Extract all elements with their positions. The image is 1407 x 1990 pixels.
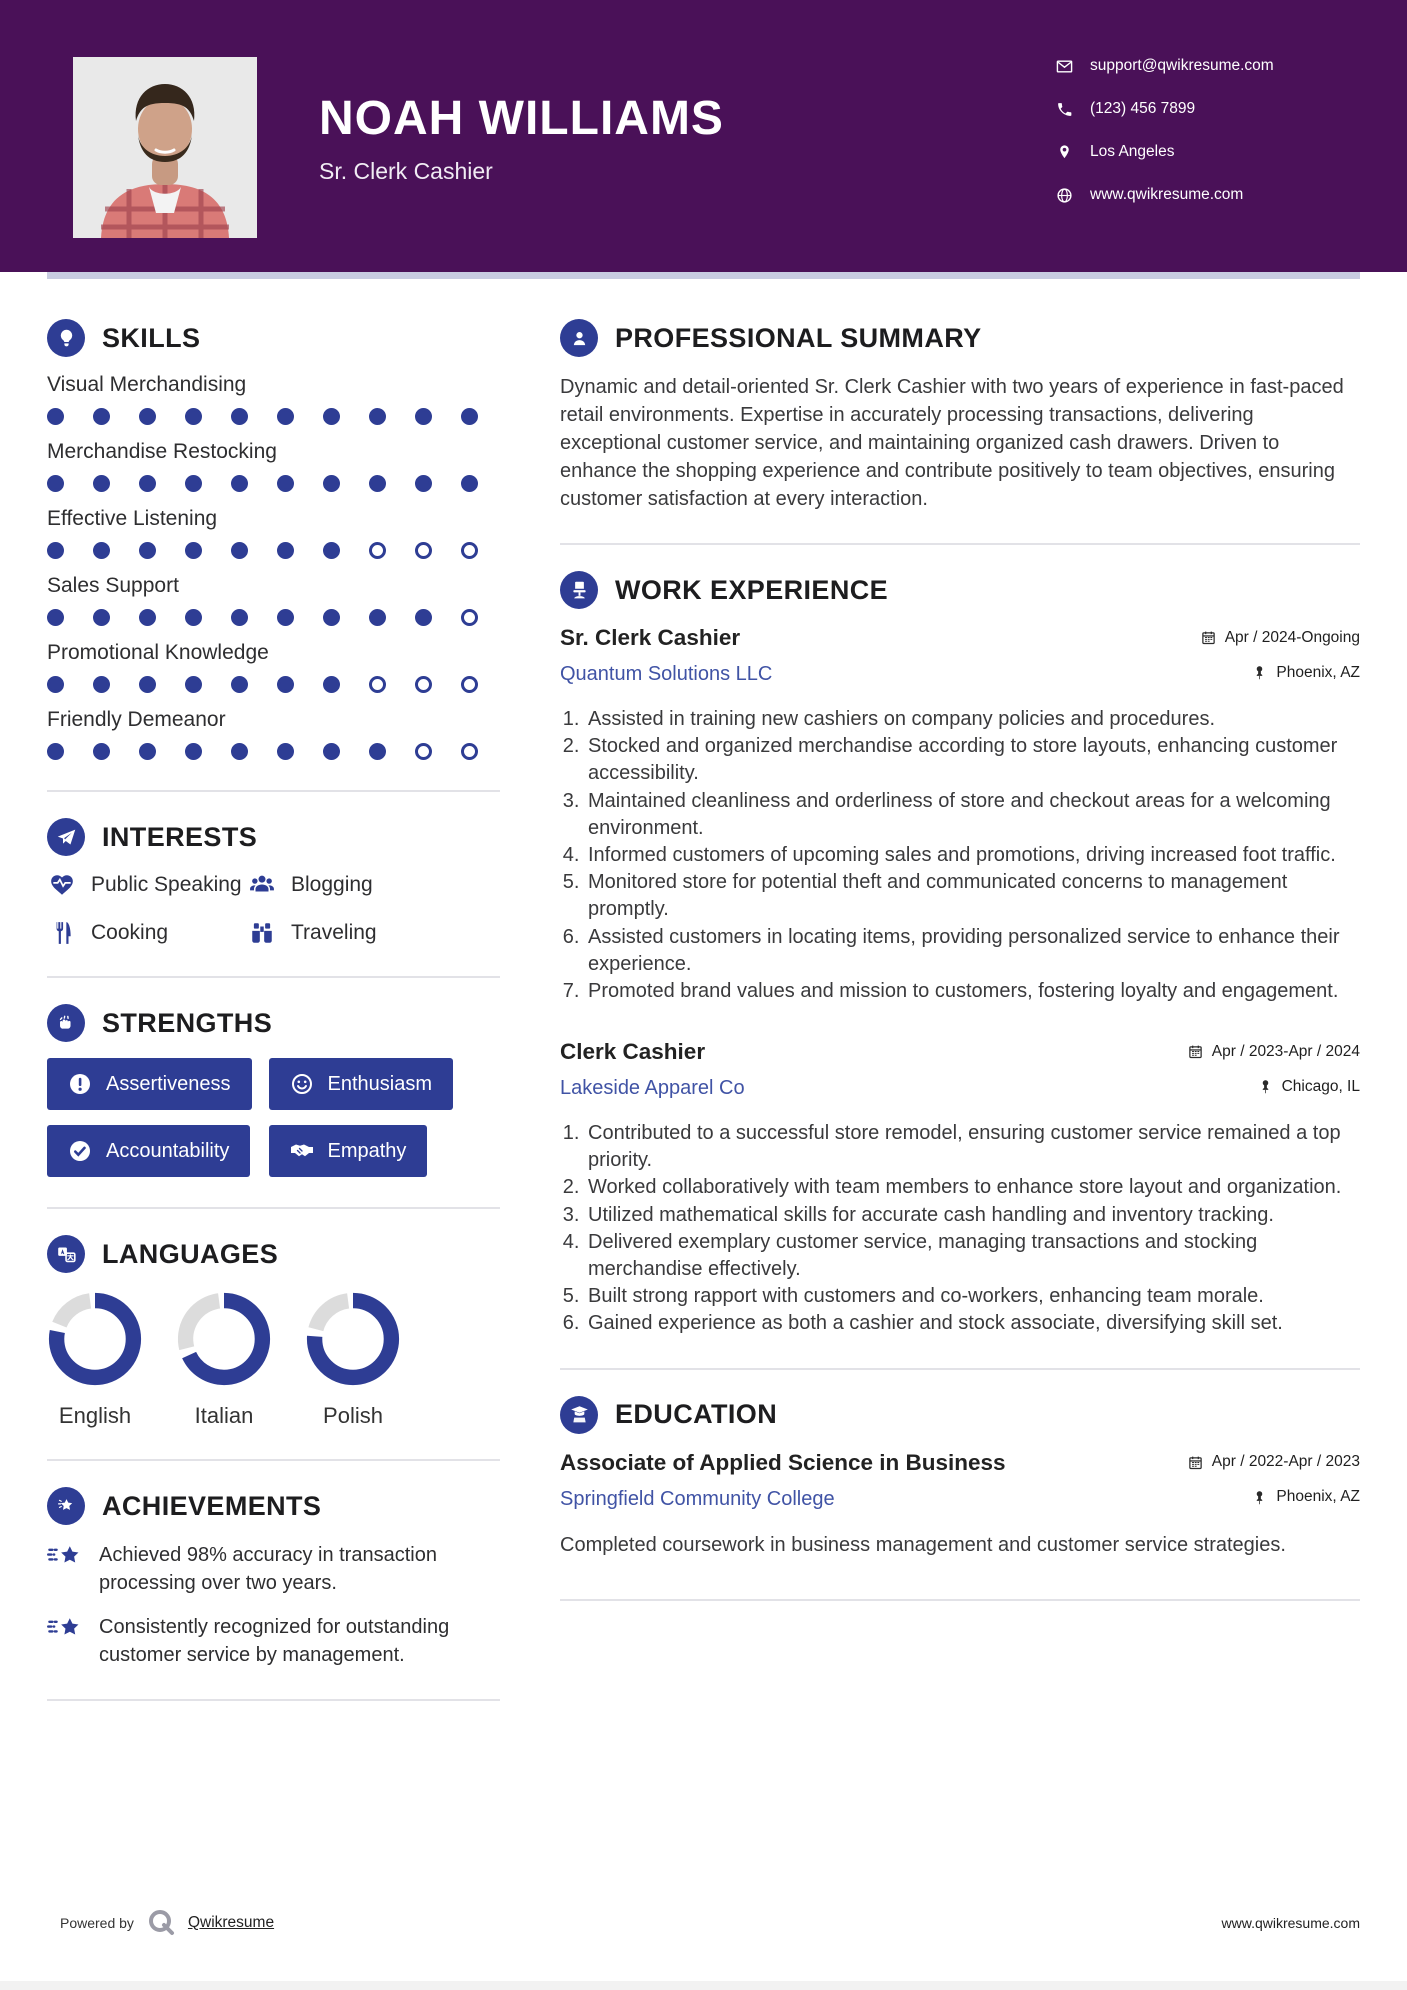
footer-site-url: www.qwikresume.com [1221,1915,1360,1931]
skill-dot [231,408,248,425]
skill-rating [47,609,500,626]
phone-icon [1056,101,1073,118]
interest-item [47,920,247,946]
skill-dot [231,475,248,492]
location-icon [1056,144,1073,161]
skill-dot [323,676,340,693]
company-link[interactable]: Lakeside Apparel Co [560,1077,745,1100]
pushpin-icon [1258,1079,1273,1094]
skill-dot [47,542,64,559]
education-section [560,1368,1360,1601]
achievement-item [47,1613,500,1669]
calendar-icon [1188,1455,1203,1470]
skill-dot [369,408,386,425]
skill-item [47,641,500,693]
skill-name: Friendly Demeanor [47,708,226,731]
skill-dot [185,676,202,693]
summary-header [560,319,1360,357]
header-underline [47,272,1360,279]
lightbulb-icon [47,319,85,357]
skill-item [47,373,500,425]
interests-section [47,790,500,976]
skill-item [47,708,500,760]
skill-dot [415,676,432,693]
school-link[interactable]: Springfield Community College [560,1487,835,1510]
skill-dot [277,743,294,760]
strength-pill [269,1125,428,1177]
skill-dot [139,408,156,425]
header [0,0,1407,272]
skill-dot [277,542,294,559]
strengths-grid [47,1058,500,1177]
skill-dot [93,542,110,559]
skill-dot [461,743,478,760]
degree-title: Associate of Applied Science in Business [560,1449,1006,1475]
skill-name: Promotional Knowledge [47,641,269,664]
skill-dot [47,676,64,693]
contact-list [1056,54,1274,226]
contact-email[interactable] [1056,54,1274,78]
skill-dot [461,408,478,425]
languages-section [47,1207,500,1459]
education-heading: EDUCATION [615,1399,778,1430]
skill-dot [47,609,64,626]
skill-dot [185,542,202,559]
smiley-icon [290,1072,314,1096]
strengths-section [47,976,500,1207]
job-dates-text: Apr / 2024-Ongoing [1224,628,1360,646]
bullet-item: 6. Assisted customers in locating items, providing personalized service to enhance their experience. [585,924,1360,978]
skill-dot [323,408,340,425]
skill-dot [139,743,156,760]
skill-rating [47,743,500,760]
skill-dot [461,676,478,693]
contact-location[interactable] [1056,140,1274,164]
skill-dot [231,542,248,559]
heart-pulse-icon [47,872,77,898]
achievement-item [47,1541,500,1597]
main-content [0,279,1407,1701]
skill-dot [277,408,294,425]
strengths-header [47,1004,500,1042]
fist-icon [47,1004,85,1042]
skill-dot [231,743,248,760]
achievements-header [47,1487,500,1525]
skill-dot [415,542,432,559]
interests-header [47,818,500,856]
summary-text: Dynamic and detail-oriented Sr. Clerk Cashier with two years of experience in fast-paced retail environments. Expertise in accurately processing transactions, delivering exceptional customer service, and maintaining organized cash drawers. Driven to enhance the shopping experience and contribute positively to team objectives, ensuring customer satisfaction at every interaction. [560,376,1344,510]
bullet-item: 5. Monitored store for potential theft and communicated concerns to management promptly. [585,869,1360,923]
graduate-icon [560,1396,598,1434]
paper-plane-icon [47,818,85,856]
job-entry [560,625,1360,1005]
bullet-item: 3. Utilized mathematical skills for accurate cash handling and inventory tracking. [585,1202,1360,1229]
job-location-text: Phoenix, AZ [1276,663,1360,681]
skill-dot [415,408,432,425]
qwikresume-link[interactable]: Qwikresume [187,1914,275,1931]
skill-dot [47,408,64,425]
interest-label: Blogging [291,873,373,896]
job-dates-text: Apr / 2023-Apr / 2024 [1211,1042,1360,1060]
skill-dot [369,542,386,559]
utensils-icon [47,920,77,946]
interest-label: Cooking [91,921,169,944]
skill-dot [461,475,478,492]
skill-item [47,507,500,559]
job-location [1252,664,1360,682]
education-note: Completed coursework in business management and customer service strategies. [560,1533,1286,1556]
footer [60,1908,1360,1938]
shooting-star-icon [47,1541,83,1573]
translate-icon [47,1235,85,1273]
education-location-text: Phoenix, AZ [1276,1488,1360,1506]
skill-dot [185,609,202,626]
job-title: Clerk Cashier [560,1039,706,1065]
strength-pill [47,1058,252,1110]
check-circle-icon [68,1139,92,1163]
bullet-item: 2. Worked collaboratively with team members to enhance store layout and organization. [585,1174,1360,1201]
skill-rating [47,408,500,425]
left-column [47,319,500,1701]
languages-heading: LANGUAGES [102,1238,279,1269]
powered-by-text: Powered by [60,1915,134,1931]
interest-label: Public Speaking [91,873,242,896]
skill-dot [139,609,156,626]
skill-dot [185,475,202,492]
strength-label: Accountability [106,1139,230,1162]
strength-label: Enthusiasm [327,1072,432,1095]
binoculars-icon [247,920,277,946]
skill-dot [139,676,156,693]
profile-photo [73,57,257,238]
skill-dot [185,408,202,425]
contact-website-text: www.qwikresume.com [1090,186,1244,203]
skill-rating [47,475,500,492]
bullet-item: 2. Stocked and organized merchandise according to store layouts, enhancing customer accessibility. [585,733,1360,787]
skill-dot [461,609,478,626]
bullet-item: 6. Gained experience as both a cashier and stock associate, diversifying skill set. [585,1310,1360,1337]
job-location [1258,1078,1360,1096]
skill-dot [415,475,432,492]
interest-label: Traveling [291,921,377,944]
skill-name: Visual Merchandising [47,373,247,396]
right-column [560,319,1360,1701]
contact-website[interactable] [1056,183,1274,207]
strength-label: Assertiveness [106,1072,231,1095]
skill-name: Merchandise Restocking [47,440,277,463]
strength-pill [47,1125,250,1177]
bullet-item: 7. Promoted brand values and mission to customers, fostering loyalty and engagement. [585,978,1360,1005]
summary-section [560,319,1360,543]
skill-item [47,440,500,492]
skill-dot [415,609,432,626]
job-bullets [560,1120,1360,1338]
education-dates-text: Apr / 2022-Apr / 2023 [1211,1453,1360,1471]
job-bullets [560,706,1360,1005]
languages-header [47,1235,500,1273]
strength-pill [269,1058,454,1110]
shooting-star-icon [47,1613,83,1645]
handshake-icon [290,1139,314,1163]
profile-photo-illustration [73,57,257,238]
skill-dot [139,475,156,492]
interest-item [47,872,247,898]
achievements-section [47,1459,500,1701]
skill-dot [277,475,294,492]
office-chair-icon [560,571,598,609]
globe-icon [1056,187,1073,204]
person-icon [560,319,598,357]
pushpin-icon [1252,665,1267,680]
bullet-item: 1. Contributed to a successful store remodel, ensuring customer service remained a top priority. [585,1120,1360,1174]
experience-section [560,543,1360,1368]
skill-dot [369,676,386,693]
skill-dot [369,743,386,760]
qwikresume-logo [146,1908,176,1938]
skill-item [47,574,500,626]
bullet-item: 4. Informed customers of upcoming sales and promotions, driving increased foot traffic. [585,842,1360,869]
job-location-text: Chicago, IL [1281,1077,1360,1095]
education-location [1252,1488,1360,1506]
skill-name: Effective Listening [47,507,218,530]
skill-dot [369,475,386,492]
language-label: Italian [194,1403,254,1428]
skill-dot [323,609,340,626]
interests-grid [47,872,500,946]
experience-heading: WORK EXPERIENCE [615,574,889,605]
skill-dot [461,542,478,559]
skill-dot [323,743,340,760]
bullet-item: 3. Maintained cleanliness and orderliness of store and checkout areas for a welcoming environment. [585,788,1360,842]
calendar-icon [1188,1044,1203,1059]
skill-rating [47,676,500,693]
language-item [176,1291,272,1429]
education-entry [560,1450,1360,1559]
skill-dot [93,609,110,626]
skill-dot [139,542,156,559]
skills-heading: SKILLS [102,322,201,353]
email-icon [1056,58,1073,75]
language-label: English [58,1403,132,1428]
achievements-heading: ACHIEVEMENTS [102,1490,322,1521]
bullet-item: 4. Delivered exemplary customer service, managing transactions and stocking merchandise effectively. [585,1229,1360,1283]
medal-star-icon [47,1487,85,1525]
job-entry [560,1039,1360,1338]
bullet-item: 5. Built strong rapport with customers and co-workers, enhancing team morale. [585,1283,1360,1310]
calendar-icon [1201,630,1216,645]
skill-dot [231,609,248,626]
strength-label: Empathy [327,1139,407,1162]
contact-phone[interactable] [1056,97,1274,121]
skill-dot [231,676,248,693]
skills-header [47,319,500,357]
education-header [560,1396,1360,1434]
language-item [47,1291,143,1429]
experience-header [560,571,1360,609]
interest-item [247,872,500,898]
candidate-name: NOAH WILLIAMS [319,92,724,145]
bottom-strip [0,1981,1407,1990]
achievement-text: Achieved 98% accuracy in transaction processing over two years. [99,1544,437,1594]
skill-dot [277,609,294,626]
interests-heading: INTERESTS [102,821,258,852]
skill-rating [47,542,500,559]
summary-heading: PROFESSIONAL SUMMARY [615,322,982,353]
skill-dot [93,676,110,693]
skill-dot [323,475,340,492]
language-item [305,1291,401,1429]
skill-dot [47,743,64,760]
achievement-text: Consistently recognized for outstanding customer service by management. [99,1616,450,1666]
skill-dot [47,475,64,492]
strengths-heading: STRENGTHS [102,1007,273,1038]
company-link[interactable]: Quantum Solutions LLC [560,663,773,685]
skills-section [47,319,500,790]
contact-phone-text: (123) 456 7899 [1090,100,1196,117]
language-label: Polish [323,1403,383,1428]
pushpin-icon [1252,1490,1267,1505]
skill-dot [93,408,110,425]
contact-location-text: Los Angeles [1090,143,1175,160]
language-donut-chart [47,1291,143,1387]
language-donut-chart [305,1291,401,1387]
language-donut-chart [176,1291,272,1387]
skill-dot [93,475,110,492]
skill-dot [369,609,386,626]
job-dates [1201,629,1360,647]
users-icon [247,872,277,898]
education-dates [1188,1453,1360,1471]
skill-dot [185,743,202,760]
languages-donuts [47,1291,500,1429]
skill-dot [277,676,294,693]
job-title: Sr. Clerk Cashier [560,625,741,650]
skill-name: Sales Support [47,574,179,597]
exclamation-circle-icon [68,1072,92,1096]
contact-email-text: support@qwikresume.com [1090,57,1274,74]
skill-dot [323,542,340,559]
interest-item [247,920,500,946]
candidate-role: Sr. Clerk Cashier [319,158,493,185]
bullet-item: 1. Assisted in training new cashiers on company policies and procedures. [585,706,1360,733]
identity-block [319,94,724,185]
powered-by [60,1908,274,1938]
job-dates [1188,1043,1360,1061]
skill-dot [415,743,432,760]
skill-dot [93,743,110,760]
